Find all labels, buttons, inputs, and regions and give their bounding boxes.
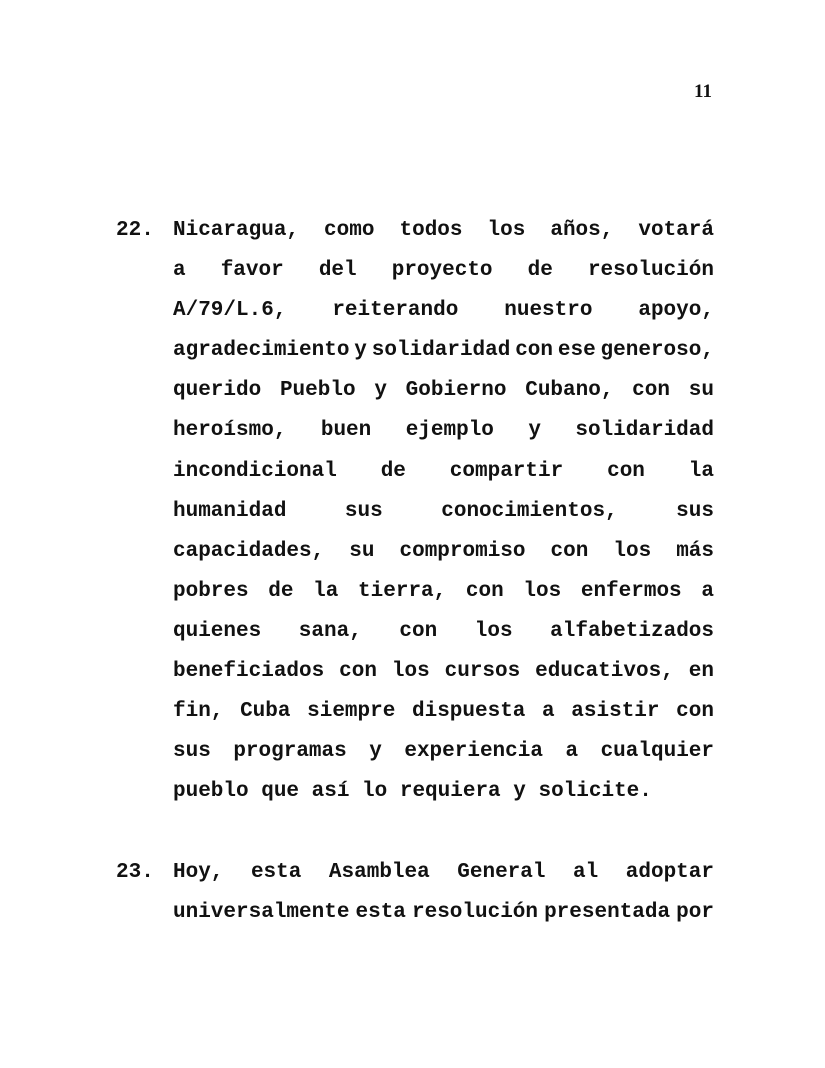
word: lo [362,780,388,804]
word: compromiso [399,539,526,563]
word: presentada [544,901,671,925]
word: ese [557,339,596,363]
text-line [173,411,714,451]
word: educativos, [535,660,674,684]
word: heroísmo, [173,419,287,443]
word: Nicaragua, [173,219,300,242]
word: y [528,419,541,443]
word: General [457,861,546,884]
word: agradecimiento [173,339,350,363]
word: favor [220,259,284,283]
word: Hoy, [173,861,224,884]
paragraph-body [173,853,714,933]
text-line [173,612,714,652]
word: al [573,861,599,884]
word: generoso, [600,339,714,363]
word: solidaridad [575,419,714,443]
word: solidaridad [371,339,511,363]
word: como [324,219,375,242]
word: Gobierno [405,379,507,403]
text-line [173,532,714,572]
text-line [173,853,714,893]
word: siempre [307,700,396,724]
word: resolución [411,901,539,925]
text-line [173,291,714,331]
word: querido [173,379,262,403]
word: los [391,660,430,684]
word: los [523,579,562,603]
word: años, [550,219,614,242]
word: su [688,379,714,403]
word: asistir [571,700,660,724]
word: a [542,700,555,724]
word: compartir [449,459,564,483]
word: sus [173,740,211,764]
word: pobres [173,579,249,603]
word: con [550,539,589,563]
word: por [676,901,714,925]
word: A/79/L.6, [173,299,287,323]
paragraph-22 [116,211,716,812]
word: capacidades, [173,539,325,563]
word: de [527,259,553,283]
text-line [173,371,714,411]
word: su [349,539,375,563]
word: experiencia [404,740,543,764]
paragraph-23 [116,853,716,933]
word: pueblo [173,780,249,804]
word: tierra, [358,579,447,603]
word: que [261,780,300,804]
word: universalmente [173,901,350,925]
word: y [374,379,387,403]
word: con [632,379,670,403]
text-line [173,452,714,492]
word: y [354,339,367,363]
word: del [318,259,357,283]
word: con [515,339,554,363]
word: beneficiados [173,660,325,684]
word: esta [250,861,302,884]
word: más [676,539,714,563]
text-line [173,893,714,933]
word: a [701,579,714,603]
word: con [465,579,504,603]
word: con [339,660,377,684]
word: con [399,619,438,643]
word: con [676,700,714,724]
word: Pueblo [279,379,356,403]
word: todos [399,219,463,242]
word: y [513,780,526,804]
word: fin, [173,700,224,724]
word: reiterando [332,299,459,323]
word: votará [638,219,714,242]
word: la [313,579,339,603]
word: nuestro [504,299,593,323]
word: ejemplo [405,419,494,443]
word: con [607,459,645,483]
word: sana, [298,619,362,643]
word: los [474,619,513,643]
word: alfabetizados [550,619,714,643]
word: buen [320,419,372,443]
page-number: 11 [694,81,712,102]
word: la [688,459,714,483]
word: incondicional [173,459,337,483]
word: de [268,579,294,603]
word: y [369,740,382,764]
word: cursos [444,660,521,684]
text-line [173,331,714,371]
word: adoptar [625,861,714,884]
word: dispuesta [411,700,526,724]
text-line [173,732,714,772]
word: requiera [399,780,501,804]
paragraph-number: 22. [116,219,154,242]
word: a [565,740,579,764]
word: humanidad [173,499,287,523]
word: resolución [587,259,714,283]
word: Cubano, [525,379,614,403]
word: a [173,259,186,283]
paragraph-body [173,211,714,812]
word: Cuba [240,700,291,724]
word: de [380,459,406,483]
text-line [173,572,714,612]
text-line [173,652,714,692]
text-line [173,692,714,732]
word: esta [355,901,406,925]
text-line [173,251,714,291]
word: proyecto [391,259,493,283]
word: quienes [173,619,262,643]
text-line [173,492,714,532]
word: sus [344,499,383,523]
text-line [173,211,714,251]
word: conocimientos, [441,499,618,523]
word: los [487,219,526,242]
word: sus [676,499,714,523]
word: en [688,660,714,684]
word: así [311,780,350,804]
word: los [613,539,652,563]
word: solicite. [538,780,652,804]
word: programas [233,740,347,764]
word: enfermos [580,579,682,603]
paragraph-number: 23. [116,861,154,884]
word: cualquier [600,740,714,764]
text-line [173,772,714,812]
word: Asamblea [328,861,430,884]
word: apoyo, [638,299,714,323]
